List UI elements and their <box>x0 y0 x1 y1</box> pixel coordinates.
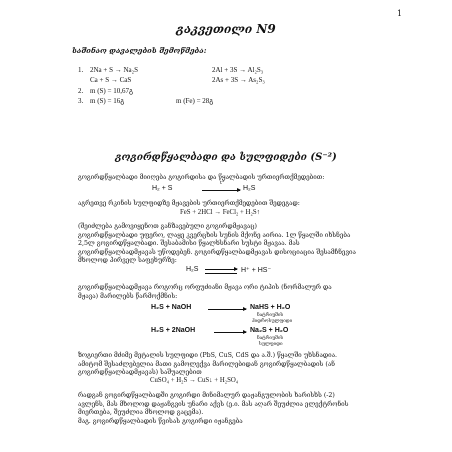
paragraph-line: გოგირდწყალბადმჟავას უწოდებენ. გოგირდწყალბადმჟავას დისოციაცია შესამჩნევია <box>78 248 356 256</box>
paragraph-line: გოგირდწყალბადი უფერო, ლაყე კვერცხის სუნის მქონე აირია. 1ლ წყალში იხსნება <box>78 231 351 239</box>
equation-acid-salt-right: NaHS + H₂O <box>250 304 291 311</box>
homework-heading: საშინაო დავალების შემოწმება: <box>72 46 207 55</box>
temperature-label: t° <box>220 180 225 186</box>
equation-dissociation-left: H₂S <box>186 266 199 273</box>
paragraph-line: მაგ. გოგირდწყალბადის წვისას გოგირდი იჟანგება <box>78 417 243 425</box>
paragraph: აგრეთვე რკინის სულფიდზე მჟავების ურთიერთქმედებით შედეგად: <box>78 200 300 207</box>
document-page: 1 გაკვეთილი N9 საშინაო დავალების შემოწმება: 1. 2Na + S → Na₂S 2Al + 3S → Al₂S₃ Ca + S → CaS 2As + 3S → As₂S₃ 2. m (S) = 10,67გ 3. m (S) = 16გ m (Fe) = 28გ გოგირდწყალბადი და სულფიდები (S⁻²) გოგირდწყალბადი მიიღება გოგირდისა და წყალბადის ურთიერთქმედებით: H₂ + S t° H₂S აგრეთვე რკინის სულფიდზე მჟავების ურთიერთქმედებით შედეგად: FeS + 2HCl → FeCl₂ + H₂S↑ (შეიძლება გამოვიყენოთ განზავებული გოგირდმჟავაც) გოგირდწყალბადი უფერო, ლაყე კვერცხის სუნის მქონე აირია. 1ლ წყალში იხსნება 2,5ლ გოგირდწყალბადი. შესაბამისი წყალხსნარი სუსტი მჟავაა. მას გოგირდწყალბადმჟავას უწოდებენ. გოგირდწყალბადმჟავას დისოციაცია შესამჩნევია მხოლოდ პირველ საფეხურზე: H₂S H⁺ + HS⁻ გოგირდწყალბადმჟავა როგორც ორფუძიანი მჟავა ორი ტიპის (ნორმალურ და მჟავა) მარილებს წარმოქმნის: H₂S + NaOH NaHS + H₂O ნატრიუმის ჰიდროსულფიდი H₂S + 2NaOH Na₂S + H₂O ნატრიუმის სულფიდი ზოგიერთი მძიმე მეტალის სულფიდი (PbS, CuS, CdS და ა.შ.) წყალში უხსნადია. ამიტომ შესაძლებელია მათი გამოლექვა მარილებიდან გოგირდწყალბადის (ან გოგირდწყალბადმჟავას) საშუალებით CuSO₄ + H₂S → CuS↓ + H₂SO₄ რადგან გოგირდწყალბადში გოგირდი მინიმალურ დაჟანგულობის ხარისხს (-2) ავლენს, მას მხოლოდ დაჟანგვის უნარი აქვს (ე.ი. მას აღარ შეუძლია ელექტრონის მიერთება, შეუძლია მხოლოდ გაცემა). მაგ. გოგირდწყალბადის წვისას გოგირდი იჟანგება <box>0 0 452 452</box>
paragraph-line: მჟავა) მარილებს წარმოქმნის: <box>78 292 178 300</box>
paragraph-line: მხოლოდ პირველ საფეხურზე: <box>78 257 177 265</box>
equation-synthesis-right: H₂S <box>243 185 256 192</box>
paragraph-line: მიერთება, შეუძლია მხოლოდ გაცემა). <box>78 409 204 417</box>
paragraph-line: გოგირდწყალბადმჟავა როგორც ორფუძიანი მჟავა ორი ტიპის (ნორმალურ და <box>78 284 332 291</box>
reaction-arrow <box>208 309 246 310</box>
equation-synthesis-left: H₂ + S <box>152 185 173 192</box>
equation-dissociation-right: H⁺ + HS⁻ <box>241 267 272 274</box>
reversible-arrow-forward <box>205 269 237 270</box>
paragraph-line: ავლენს, მას მხოლოდ დაჟანგვის უნარი აქვს (ე.ი. მას აღარ შეუძლია ელექტრონის <box>78 400 349 408</box>
equation-precipitation: CuSO₄ + H₂S → CuS↓ + H₂SO₄ <box>150 377 239 384</box>
paragraph: გოგირდწყალბადი მიიღება გოგირდისა და წყალბადის ურთიერთქმედებით: <box>78 174 325 181</box>
reaction-arrow <box>202 190 240 191</box>
product-caption: ნატრიუმის <box>257 336 284 341</box>
equation-normal-salt-right: Na₂S + H₂O <box>250 327 289 334</box>
section-title: გოგირდწყალბადი და სულფიდები (S⁻²) <box>115 152 337 163</box>
reaction-arrow <box>214 332 246 333</box>
paragraph-line: რადგან გოგირდწყალბადში გოგირდი მინიმალურ დაჟანგულობის ხარისხს (-2) <box>78 392 335 399</box>
equation-acid-salt-left: H₂S + NaOH <box>151 304 192 311</box>
equation-fes-hcl: FeS + 2HCl → FeCl₂ + H₂S↑ <box>180 209 261 216</box>
paragraph-line: გოგირდწყალბადმჟავას) საშუალებით <box>78 369 202 377</box>
product-caption: სულფიდი <box>259 342 283 347</box>
paragraph-line: 2,5ლ გოგირდწყალბადი. შესაბამისი წყალხსნარი სუსტი მჟავაა. მას <box>78 240 300 248</box>
paragraph-line: ზოგიერთი მძიმე მეტალის სულფიდი (PbS, CuS, CdS და ა.შ.) წყალში უხსნადია. <box>78 352 338 359</box>
equation-normal-salt-left: H₂S + 2NaOH <box>151 327 196 334</box>
paragraph-line: ამიტომ შესაძლებელია მათი გამოლექვა მარილებიდან გოგირდწყალბადის (ან <box>78 360 335 368</box>
paragraph-line: (შეიძლება გამოვიყენოთ განზავებული გოგირდმჟავაც) <box>78 223 257 230</box>
page-number: 1 <box>397 9 403 18</box>
product-caption: ჰიდროსულფიდი <box>252 319 293 324</box>
lesson-title: გაკვეთილი N9 <box>176 22 276 36</box>
reversible-arrow-back <box>205 273 237 274</box>
product-caption: ნატრიუმის <box>257 313 284 318</box>
